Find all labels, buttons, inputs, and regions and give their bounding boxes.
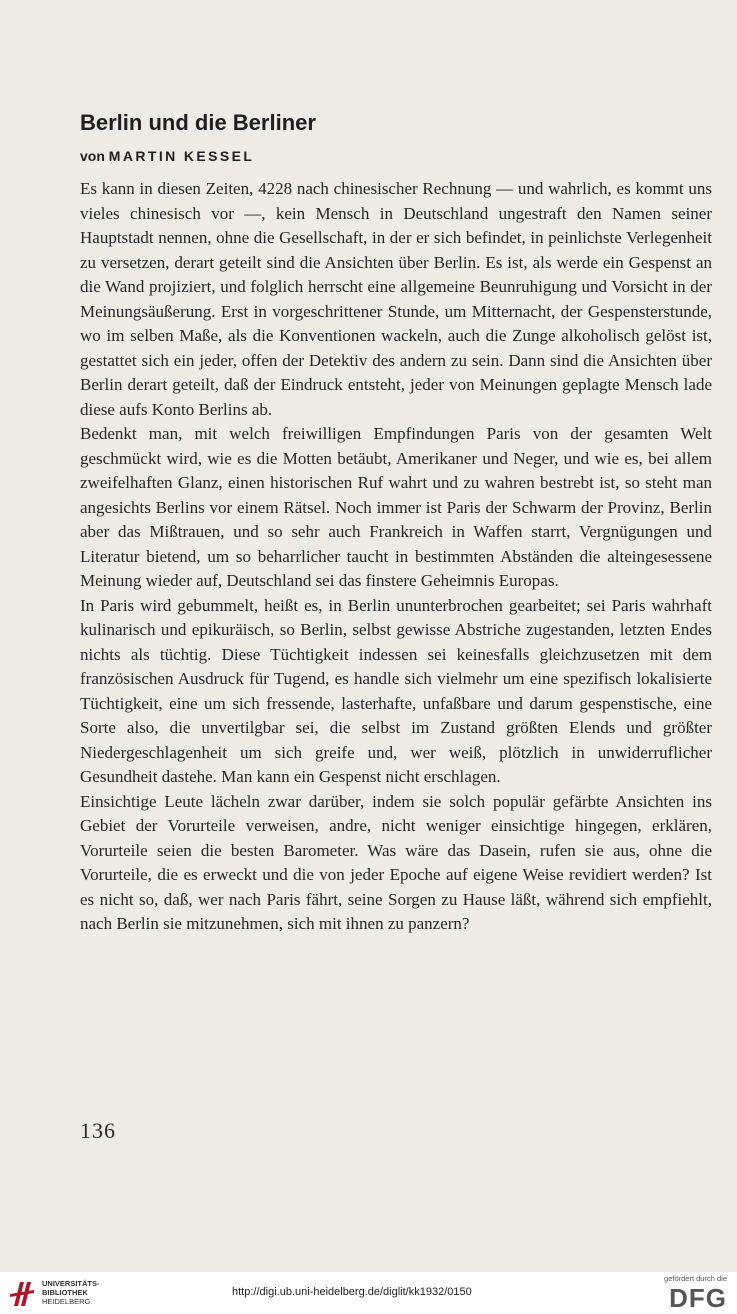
paragraph-1: Es kann in diesen Zeiten, 4228 nach chinesischer Rechnung — und wahrlich, es kommt uns vieles chinesisch vor —, kein Mensch in Deutschland ungestraft den Namen seiner Hauptstadt nennen, ohne die Gesellschaft, in der er sich befindet, in peinlichste Verlegenheit zu versetzen, derart geteilt sind die Ansichten über Berlin. Es ist, als werde ein Gespenst an die Wand projiziert, und folglich herrscht eine allgemeine Beunruhigung und Vorsicht in der Meinungsäußerung. Erst in vorgeschrittener Stunde, um Mitternacht, der Gespensterstunde, wo im selben Maße, als die Konventionen wackeln, auch die Zunge alkoholisch gelöst ist, gestattet sich ein jeder, offen der Detektiv des andern zu sein. Dann sind die Ansichten über Berlin derart geteilt, daß der Eindruck entsteht, jeder von Meinungen geplagte Mensch lade diese aufs Konto Berlins ab.	[80, 179, 712, 419]
paragraph-2: Bedenkt man, mit welch freiwilligen Empfindungen Paris von der gesamten Welt geschmückt wird, wie es die Motten betäubt, Amerikaner und Neger, und wie es, bei allem zweifelhaften Glanz, einen historischen Ruf wahrt und zu wahren bestrebt ist, so steht man angesichts Berlins vor einem Rätsel. Noch immer ist Paris der Schwarm der Provinz, Berlin aber das Mißtrauen, und so sehr auch Frankreich in Waffen starrt, Vergnügungen und Literatur bietend, um so beharrlicher taucht in bestimmten Abständen die alteingesessene Meinung wieder auf, Deutschland sei das finstere Geheimnis Europas.	[80, 424, 712, 590]
sponsor-label: gefördert durch die	[664, 1274, 727, 1283]
institution-line-3: HEIDELBERG	[42, 1297, 91, 1306]
article-body	[80, 177, 712, 937]
paragraph-4: Einsichtige Leute lächeln zwar darüber, indem sie solch populär gefärbte Ansichten ins Gebiet der Vorurteile verweisen, andre, nicht weniger einsichtige hingegen, erklären, Vorurteile seien die besten Barometer. Was wäre das Dasein, rufen sie aus, ohne die Vorurteile, die es erweckt und die von jeder Epoche auf eigene Weise revidiert werden? Ist es nicht so, daß, wer nach Paris fährt, seine Sorgen zu Hause läßt, während sich empfiehlt, nach Berlin sie mitzunehmen, sich mit ihnen zu panzern?	[80, 791, 712, 933]
article-title: Berlin und die Berliner	[80, 110, 316, 135]
institution-line-1: UNIVERSITÄTS-	[42, 1279, 100, 1288]
permalink-url[interactable]: http://digi.ub.uni-heidelberg.de/diglit/kk1932/0150	[232, 1286, 472, 1298]
author-name: MARTIN KESSEL	[108, 148, 255, 164]
byline-prefix: von	[80, 148, 105, 164]
page-number: 136	[80, 1118, 116, 1143]
dfg-logo: DFG	[669, 1283, 727, 1313]
byline	[80, 148, 254, 164]
university-logo-icon	[8, 1278, 36, 1308]
paragraph-3: In Paris wird gebummelt, heißt es, in Berlin ununterbrochen gearbeitet; sei Paris wahrhaft kulinarisch und epikuräisch, so Berlin, selbst gewisse Abstriche zugestanden, letzten Endes nichts als tüchtig. Diese Tüchtigkeit indessen sei keinesfalls gleichzusetzen mit dem französischen Ausdruck für Tugend, es handle sich vielmehr um eine spezifisch lokalisierte Tüchtigkeit, eine um sich fressende, lasterhafte, unfaßbare und darum gespenstische, eine Sorte also, die unvertilgbar sei, die selbst im Zustand größten Elends und größter Niedergeschlagenheit um sich greife und, wer weiß, plötzlich in unwiderruflicher Gesundheit dastehe. Man kann ein Gespenst nicht erschlagen.	[80, 595, 712, 786]
footer-bar	[0, 1272, 737, 1314]
sponsor-block	[664, 1274, 727, 1312]
institution-line-2: BIBLIOTHEK	[42, 1288, 88, 1297]
institution-name	[42, 1279, 100, 1306]
